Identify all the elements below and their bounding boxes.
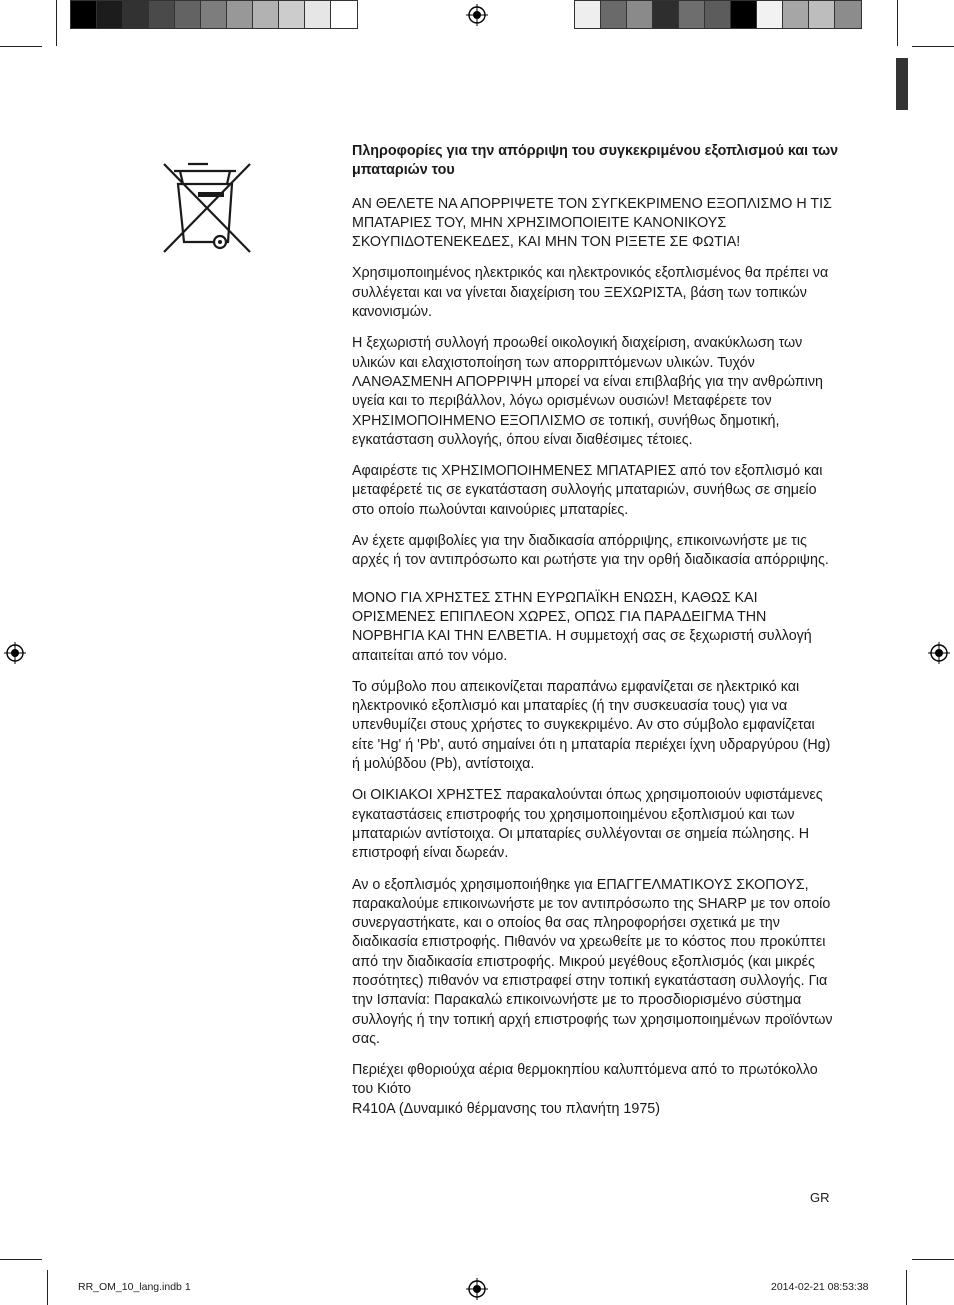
section-tab [896, 58, 908, 110]
registration-mark-icon [928, 642, 950, 664]
color-swatch [731, 1, 757, 28]
registration-mark-icon [466, 1278, 488, 1300]
color-bar-left [70, 0, 358, 29]
color-swatch [783, 1, 809, 28]
color-swatch [835, 1, 861, 28]
color-swatch [331, 1, 357, 28]
crop-mark [912, 46, 954, 47]
color-swatch [97, 1, 123, 28]
color-swatch [279, 1, 305, 28]
paragraph: ΜΟΝΟ ΓΙΑ ΧΡΗΣΤΕΣ ΣΤΗΝ ΕΥΡΩΠΑΪΚΗ ΕΝΩΣΗ, ΚΑΘΩΣ ΚΑΙ ΟΡΙΣΜΕΝΕΣ ΕΠΙΠΛΕΟΝ ΧΩΡΕΣ, ΟΠΩΣ ΓΙΑ ΠΑΡΑΔΕΙΓΜΑ ΤΗΝ ΝΟΡΒΗΓΙΑ ΚΑΙ ΤΗΝ ΕΛΒΕΤΙΑ. Η συμμετοχή σας σε ξεχωριστή συλλογή απαιτείται από τον νόμο. [352, 589, 812, 664]
color-swatch [653, 1, 679, 28]
crop-mark [47, 1270, 48, 1305]
section-heading: Πληροφορίες για την απόρριψη του συγκεκριμένου εξοπλισμού και των μπαταριών του [352, 143, 839, 179]
color-swatch [679, 1, 705, 28]
footer-filename: RR_OM_10_lang.indb 1 [78, 1281, 191, 1293]
color-swatch [227, 1, 253, 28]
registration-mark-icon [466, 4, 488, 26]
crop-mark [0, 46, 42, 47]
gas-notice-line: R410A (Δυναμικό θέρμανσης του πλανήτη 1975) [352, 1100, 660, 1117]
color-swatch [705, 1, 731, 28]
crop-mark [906, 1270, 907, 1305]
paragraph: Οι ΟΙΚΙΑΚΟΙ ΧΡΗΣΤΕΣ παρακαλούνται όπως χρησιμοποιούν υφιστάμενες εγκαταστάσεις επιστροφής του χρησιμοποιημένου εξοπλισμού και των μπαταριών αντίστοιχα. Οι μπαταρίες συλλέγονται σε σημεία πώλησης. Η επιστροφή είναι δωρεάν. [352, 787, 823, 862]
color-swatch [757, 1, 783, 28]
color-swatch [149, 1, 175, 28]
crossed-out-wheelie-bin-icon [158, 160, 254, 256]
color-bar-right [574, 0, 862, 29]
footer-timestamp: 2014-02-21 08:53:38 [771, 1281, 869, 1293]
color-swatch [123, 1, 149, 28]
crop-mark [912, 1259, 954, 1260]
color-swatch [601, 1, 627, 28]
color-swatch [175, 1, 201, 28]
paragraph: ΑΝ ΘΕΛΕΤΕ ΝΑ ΑΠΟΡΡΙΨΕΤΕ ΤΟΝ ΣΥΓΚΕΚΡΙΜΕΝΟ ΕΞΟΠΛΙΣΜΟ Η ΤΙΣ ΜΠΑΤΑΡΙΕΣ ΤΟΥ, ΜΗΝ ΧΡΗΣΙΜΟΠΟΙΕΙΤΕ ΚΑΝΟΝΙΚΟΥΣ ΣΚΟΥΠΙΔΟΤΕΝΕΚΕΔΕΣ, ΚΑΙ ΜΗΝ ΤΟΝ ΡΙΞΕΤΕ ΣΕ ΦΩΤΙΑ! [352, 195, 832, 251]
crop-mark [56, 0, 57, 46]
disposal-information-text [352, 142, 840, 1119]
gas-notice [352, 1061, 840, 1119]
paragraph: Αφαιρέστε τις ΧΡΗΣΙΜΟΠΟΙΗΜΕΝΕΣ ΜΠΑΤΑΡΙΕΣ από τον εξοπλισμό και μεταφέρετέ τις σε εγκατάσταση συλλογής μπαταριών, συνήθως σε σημείο στο οποίο πωλούνται καινούριες μπαταρίες. [352, 463, 823, 518]
color-swatch [809, 1, 835, 28]
color-swatch [201, 1, 227, 28]
color-swatch [627, 1, 653, 28]
color-swatch [253, 1, 279, 28]
paragraph: Χρησιμοποιημένος ηλεκτρικός και ηλεκτρονικός εξοπλισμένος θα πρέπει να συλλέγεται και να γίνεται διαχείριση του ΞΕΧΩΡΙΣΤΑ, βάση των τοπικών κανονισμών. [352, 265, 829, 321]
color-swatch [71, 1, 97, 28]
color-swatch [305, 1, 331, 28]
paragraph: Το σύμβολο που απεικονίζεται παραπάνω εμφανίζεται σε ηλεκτρικό και ηλεκτρονικό εξοπλισμό και μπαταρίες (ή την συσκευασία τους) για να υπενθυμίζει στους χρήστες το συγκεκριμένο. Αν στο σύμβολο εμφανίζεται είτε 'Hg' ή 'Pb', αυτό σημαίνει ότι η μπαταρία περιέχει ίχνη υδραργύρου (Hg) ή μολύβδου (Pb), αντίστοιχα. [352, 678, 831, 773]
color-swatch [575, 1, 601, 28]
gas-notice-line: Περιέχει φθοριούχα αέρια θερμοκηπίου καλυπτόμενα από το πρωτόκολλο του Κιότο [352, 1062, 818, 1098]
paragraph: Αν ο εξοπλισμός χρησιμοποιήθηκε για ΕΠΑΓΓΕΛΜΑΤΙΚΟΥΣ ΣΚΟΠΟΥΣ, παρακαλούμε επικοινωνήστε με τον αντιπρόσωπο της SHARP με τον οποίο συνεργαστήκατε, και ο οποίος θα σας πληροφορήσει σχετικά με την διαδικασία επιστροφής. Πιθανόν να χρεωθείτε με το κόστος που προκύπτει από την διαδικασία επιστροφής. Μικρού μεγέθους εξοπλισμός (και μικρές ποσότητες) πιθανόν να επιστραφεί στην τοπική εγκατάσταση συλλογής. Για την Ισπανία: Παρακαλώ επικοινωνήστε με το προσδιορισμένο σύστημα συλλογής ή την τοπική αρχή επιστροφής των χρησιμοποιημένων προϊόντων σας. [352, 876, 833, 1047]
paragraph: Αν έχετε αμφιβολίες για την διαδικασία απόρριψης, επικοινωνήστε με τις αρχές ή τον αντιπρόσωπο και ρωτήστε για την ορθή διαδικασία απόρριψης. [352, 533, 829, 569]
language-code: GR [810, 1190, 830, 1205]
crop-mark [897, 0, 898, 46]
registration-mark-icon [4, 642, 26, 664]
crop-mark [0, 1259, 42, 1260]
paragraph: Η ξεχωριστή συλλογή προωθεί οικολογική διαχείριση, ανακύκλωση των υλικών και ελαχιστοποίηση των απορριπτόμενων υλικών. Τυχόν ΛΑΝΘΑΣΜΕΝΗ ΑΠΟΡΡΙΨΗ μπορεί να είναι επιβλαβής για την ανθρώπινη υγεία και το περιβάλλον, λόγω ορισμένων ουσιών! Μεταφέρετε τον ΧΡΗΣΙΜΟΠΟΙΗΜΕΝΟ ΕΞΟΠΛΙΣΜΟ σε τοπική, συνήθως δημοτική, εγκατάσταση συλλογής, όπου είναι διαθέσιμες τέτοιες. [352, 335, 823, 448]
